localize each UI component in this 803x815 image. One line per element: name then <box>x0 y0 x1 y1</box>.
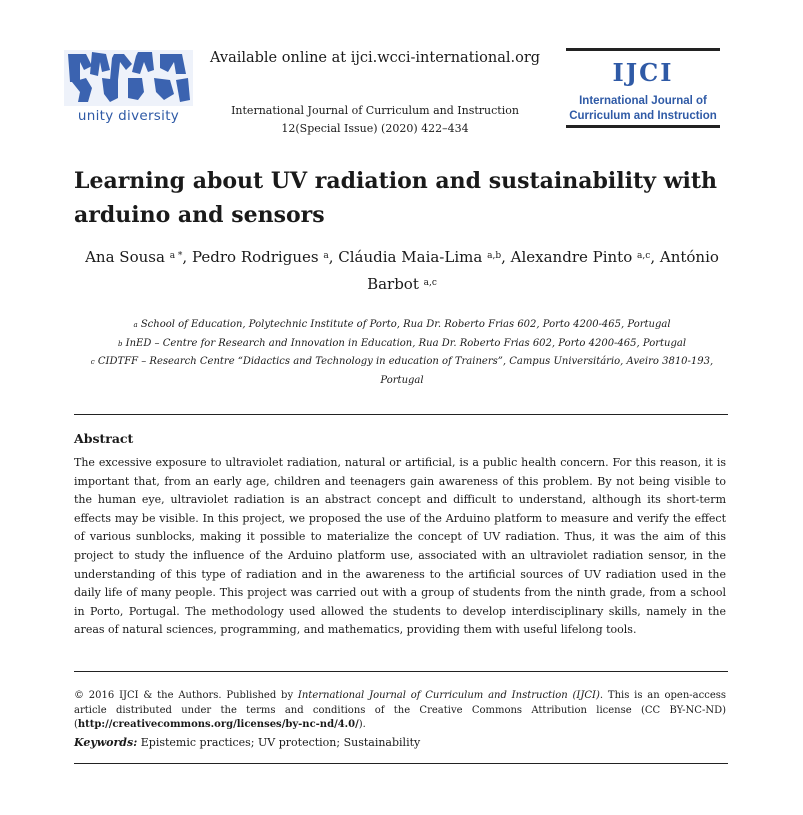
journal-name: International Journal of Curriculum and Instruction <box>231 104 519 117</box>
copyright-journal: International Journal of Curriculum and Instruction (IJCI) <box>297 690 600 701</box>
affiliation-sup: b <box>117 339 123 348</box>
author-sup: a,b <box>487 251 502 261</box>
author-name: Pedro Rodrigues <box>191 248 319 266</box>
author-name: Ana Sousa <box>85 248 165 266</box>
copyright-end: ). <box>358 719 366 730</box>
divider-top <box>74 414 728 415</box>
logo-full-line2: Curriculum and Instruction <box>569 110 717 122</box>
affiliation-sup: c <box>90 358 95 366</box>
keywords-label: Keywords: <box>74 736 138 749</box>
divider-middle <box>74 671 728 672</box>
hands-logo-icon <box>62 48 195 108</box>
logo-tagline: unity diversity <box>77 108 180 124</box>
author-sup: a <box>323 251 329 261</box>
affiliation-text: InED – Centre for Research and Innovation in Education, Rua Dr. Roberto Frias 602, Porto 4200-465, Portugal <box>125 337 687 349</box>
author-name: António Barbot <box>367 248 719 293</box>
abstract-heading: Abstract <box>74 431 134 446</box>
journal-info <box>210 102 540 138</box>
copyright-suffix: . This is an open-access article distributed under the terms and conditions of the Creative Commons Attribution license (CC BY-NC-ND) ( <box>74 690 726 730</box>
unity-diversity-logo <box>62 48 195 130</box>
affiliation-item <box>74 316 730 335</box>
author-sup: a,c <box>423 278 437 288</box>
affiliation-sup: a <box>133 321 138 329</box>
journal-issue: 12(Special Issue) (2020) 422–434 <box>281 122 469 135</box>
copyright-prefix: © 2016 IJCI & the Authors. Published by <box>74 690 298 701</box>
available-online: Available online at ijci.wcci-international.org <box>210 50 541 66</box>
affiliation-item <box>74 335 730 354</box>
logo-top-rule <box>566 48 720 51</box>
author-sup: a,c <box>637 251 651 261</box>
keywords <box>74 736 726 749</box>
abstract-text: The excessive exposure to ultraviolet radiation, natural or artificial, is a public health concern. For this reason, it is important that, from an early age, children and teenagers gain awareness of this problem. By not being visible to the human eye, ultraviolet radiation is an abstract concept and difficult to understand, although its short-term effects may be visible. In this project, we proposed the use of the Arduino platform to measure and verify the effect of various sunblocks, making it possible to materialize the concept of UV radiation. Thus, it was the aim of this project to study the influence of the Arduino platform use, associated with an ultraviolet radiation sensor, in the understanding of this type of radiation and in the awareness to the artificial sources of UV radiation used in the daily life of many people. This project was carried out with a group of students from the ninth grade, from a school in Porto, Portugal. The methodology used allowed the students to develop interdisciplinary skills, namely in the areas of natural sciences, programming, and mathematics, providing them with useful lifelong tools. <box>74 456 726 637</box>
logo-full-line1: International Journal of <box>579 95 707 107</box>
author-list: Ana Sousa $^{a *}$, Pedro Rodrigues $^a$, Cláudia Maia-Lima $^{a,b}$, Alexandre Pinto $^{a,c}$, António Barbot $^{a,c}$ <box>85 248 719 293</box>
logo-bottom-rule <box>566 125 720 128</box>
article-title: Learning about UV radiation and sustainability with arduino and sensors <box>74 168 718 228</box>
author-name: Cláudia Maia-Lima <box>338 248 483 266</box>
author-sup: a * <box>169 251 183 261</box>
affiliations <box>74 316 730 390</box>
author-name: Alexandre Pinto <box>510 248 633 266</box>
license-link[interactable]: http://creativecommons.org/licenses/by-nc-nd/4.0/ <box>77 719 359 730</box>
copyright-notice <box>74 689 726 733</box>
logo-acronym: IJCI <box>612 58 674 87</box>
affiliation-text: School of Education, Polytechnic Institute of Porto, Rua Dr. Roberto Frias 602, Porto 4200-465, Portugal <box>140 319 671 330</box>
logo-full-name <box>566 94 720 124</box>
divider-bottom <box>74 763 728 764</box>
ijci-logo <box>566 48 720 128</box>
keywords-text: Epistemic practices; UV protection; Sustainability <box>140 736 421 749</box>
affiliation-item <box>74 353 730 390</box>
affiliation-text: CIDTFF – Research Centre “Didactics and Technology in education of Trainers”, Campus Universitário, Aveiro 3810-193, Portugal <box>97 356 714 386</box>
